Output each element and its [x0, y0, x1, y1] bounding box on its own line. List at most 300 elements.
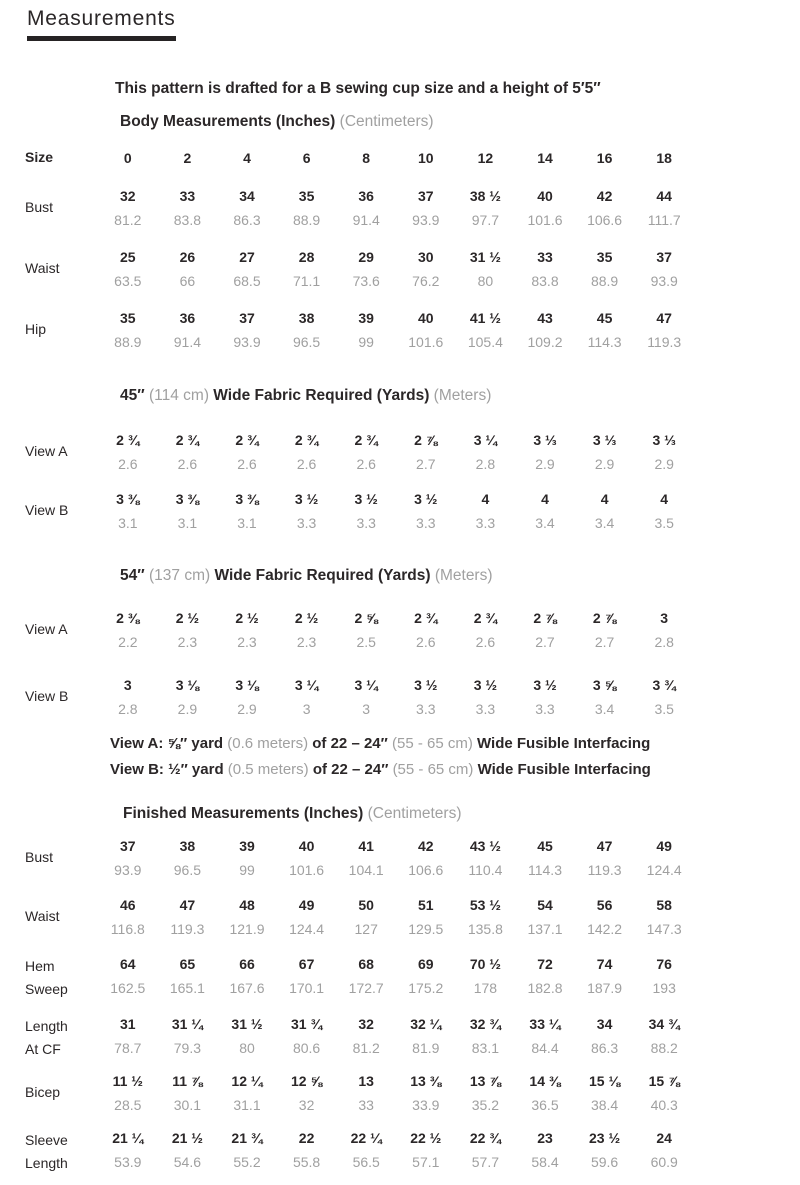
finished-measurements-table-inches-value: 65: [179, 956, 196, 972]
body-measurements-table-inches-value: 27: [239, 249, 255, 265]
finished-measurements-table-cm-value: 114.3: [527, 862, 562, 878]
finished-measurements-table-inches-row: [98, 1126, 694, 1150]
body-measurements-table-inches-value: 39: [358, 310, 374, 326]
fabric-45-table-inches-value: 2 ¾: [294, 432, 319, 448]
metric-text-segment: (137 cm): [148, 567, 211, 584]
body-measurements-table-inches-row: [98, 306, 694, 330]
finished-measurements-table-inches-value: 47: [179, 897, 196, 913]
finished-measurements-table-inches-value: 32 ¼: [410, 1016, 442, 1032]
finished-measurements-table-inches-value: 32 ¾: [469, 1016, 501, 1032]
finished-measurements-table-inches-value: 69: [418, 956, 434, 972]
finished-measurements-table-inches-value: 31 ½: [231, 1016, 263, 1032]
finished-measurements-table-inches-value: 11 ½: [112, 1073, 143, 1089]
finished-measurements-table-cm-value: 86.3: [590, 1040, 619, 1056]
imperial-text-segment: Wide Fusible Interfacing: [472, 735, 651, 752]
finished-measurements-table-row-label: Waist: [25, 908, 60, 924]
body-measurements-table-cm-value: 97.7: [471, 212, 500, 228]
fabric-45-table-cm-value: 3.3: [475, 515, 496, 531]
finished-measurements-table-inches-value: 74: [596, 956, 613, 972]
body-measurements-table-inches-value: 40: [418, 310, 434, 326]
finished-measurements-table-cm-value: 182.8: [527, 980, 563, 996]
imperial-text-segment: of 22 – 24″: [308, 761, 393, 778]
body-measurements-table-inches-value: 28: [298, 249, 315, 265]
finished-measurements-table-cm-value: 57.7: [471, 1154, 500, 1170]
finished-measurements-table-row-label: Hem: [25, 958, 55, 974]
fabric-54-table-row-label: View B: [25, 688, 69, 704]
fabric-45-table-cm-value: 3.3: [296, 515, 317, 531]
finished-measurements-table-cm-value: 165.1: [169, 980, 205, 996]
finished-measurements-table-inches-value: 49: [298, 897, 315, 913]
finished-measurements-table-cm-value: 33: [358, 1097, 374, 1113]
body-measurements-table-cm-value: 99: [358, 334, 374, 350]
finished-measurements-table-inches-row: [98, 834, 694, 858]
finished-measurements-table-inches-value: 22 ¼: [350, 1130, 382, 1146]
body-measurements-table-inches-value: 32: [120, 188, 136, 204]
finished-measurements-table-cm-value: 121.9: [229, 921, 265, 937]
body-measurements-table-inches-row: [98, 245, 694, 269]
finished-measurements-table-inches-value: 67: [298, 956, 315, 972]
fabric-45-table-row-label: View A: [25, 443, 68, 459]
fabric-45-table-cm-value: 3.5: [654, 515, 674, 531]
finished-measurements-table-cm-value: 31.1: [233, 1097, 261, 1113]
finished-measurements-table-inches-value: 40: [298, 838, 315, 854]
body-measurements-table-inches-value: 25: [120, 249, 136, 265]
fabric-45-table-inches-value: 4: [660, 491, 669, 507]
fabric-54-table-inches-value: 2 ⅞: [533, 610, 557, 626]
finished-measurements-table-cm-row: [98, 1093, 694, 1117]
body-measurements-table-cm-value: 91.4: [173, 334, 202, 350]
finished-measurements-table-cm-row: [98, 858, 694, 882]
finished-measurements-table-cm-value: 83.1: [471, 1040, 500, 1056]
fabric-45-header: [120, 385, 491, 407]
fabric-45-table-inches-value: 3 ⅜: [175, 491, 200, 507]
body-measurements-table-row-label: Hip: [25, 321, 47, 337]
body-measurements-table-inches-value: 12: [477, 150, 494, 166]
finished-measurements-table-cm-value: 137.1: [527, 921, 563, 937]
finished-measurements-table-inches-value: 51: [418, 897, 434, 913]
imperial-text-segment: 45″: [120, 387, 149, 404]
fabric-54-table-cm-value: 2.7: [594, 634, 615, 650]
fabric-54-table-cm-value: 2.8: [118, 701, 138, 717]
body-measurements-table-row-label: Bust: [25, 199, 54, 215]
fabric-54-table-inches-value: 3 ⅛: [235, 677, 259, 693]
finished-measurements-table-cm-value: 135.8: [467, 921, 503, 937]
body-measurements-table-cm-value: 109.2: [527, 334, 563, 350]
fabric-54-table-inches-value: 3 ½: [414, 677, 438, 693]
finished-measurements-table-cm-value: 28.5: [114, 1097, 142, 1113]
fabric-45-table-cm-value: 2.6: [118, 456, 138, 472]
body-measurements-table-inches-value: 8: [362, 150, 371, 166]
finished-measurements-table-inches-value: 38: [179, 838, 196, 854]
fabric-45-table-cm-value: 3.3: [356, 515, 376, 531]
body-measurements-table-inches-value: 30: [418, 249, 434, 265]
finished-measurements-table-cm-value: 129.5: [408, 921, 444, 937]
body-measurements-table-inches-value: 40: [537, 188, 553, 204]
fabric-54-table-cm-value: 2.8: [654, 634, 674, 650]
finished-measurements-table-cm-value: 119.3: [170, 921, 205, 937]
finished-measurements-table-inches-value: 13 ⅜: [410, 1073, 442, 1089]
finished-measurements-table-cm-value: 32: [298, 1097, 315, 1113]
finished-measurements-table-row-label: Bicep: [25, 1084, 61, 1100]
fabric-45-table-inches-value: 3 ¼: [473, 432, 498, 448]
finished-measurements-table-inches-row: [98, 1069, 694, 1093]
fabric-54-table-cm-value: 2.7: [535, 634, 555, 650]
imperial-text-segment: Finished Measurements (Inches): [123, 805, 368, 822]
metric-text-segment: (0.5 meters): [227, 761, 309, 778]
finished-measurements-table-inches-value: 46: [120, 897, 136, 913]
fabric-45-table-inches-value: 4: [541, 491, 549, 507]
imperial-text-segment: View A: ⅝″ yard: [110, 735, 228, 752]
finished-measurements-table-inches-value: 45: [537, 838, 553, 854]
fabric-54-table-inches-value: 2 ¾: [414, 610, 438, 626]
fabric-54-table-cm-value: 3: [302, 701, 311, 717]
finished-measurements-table-inches-value: 31 ¼: [171, 1016, 203, 1032]
finished-measurements-table-cm-value: 60.9: [650, 1154, 678, 1170]
fabric-45-table-inches-value: 3 ⅓: [533, 432, 557, 448]
finished-measurements-table-cm-value: 175.2: [408, 980, 444, 996]
fabric-54-table-cm-value: 3.3: [535, 701, 555, 717]
finished-measurements-table-inches-value: 64: [120, 956, 136, 972]
imperial-text-segment: Wide Fabric Required (Yards): [210, 567, 435, 584]
pattern-drafting-note: This pattern is drafted for a B sewing cup size and a height of 5′5″: [115, 80, 601, 97]
fabric-45-table-row-label: View B: [25, 502, 69, 518]
fabric-45-table-cm-value: 3.3: [416, 515, 436, 531]
body-measurements-table-inches-value: 44: [656, 188, 672, 204]
body-measurements-table-cm-row: [98, 330, 694, 354]
finished-measurements-table-cm-value: 38.4: [590, 1097, 619, 1113]
body-measurements-table-inches-value: 33: [179, 188, 196, 204]
imperial-text-segment: of 22 – 24″: [308, 735, 392, 752]
fabric-54-table-inches-row: [98, 606, 694, 630]
finished-measurements-table-row-label: Sweep: [25, 981, 68, 997]
body-measurements-table-inches-value: 35: [298, 188, 315, 204]
imperial-text-segment: View B: ½″ yard: [110, 761, 228, 778]
finished-measurements-table-inches-value: 23 ½: [589, 1130, 621, 1146]
body-measurements-table-cm-value: 106.6: [587, 212, 623, 228]
fabric-45-table-cm-value: 2.9: [594, 456, 615, 472]
fabric-45-table-cm-value: 2.6: [237, 456, 257, 472]
body-measurements-table-inches-value: 43: [537, 310, 553, 326]
body-measurements-table-cm-value: 80: [477, 273, 494, 289]
fabric-54-table-inches-value: 2 ½: [235, 610, 259, 626]
finished-measurements-table-cm-value: 172.7: [348, 980, 384, 996]
finished-measurements-table-row-label: Length: [25, 1018, 68, 1034]
finished-measurements-table-cm-value: 78.7: [114, 1040, 142, 1056]
fabric-45-table-inches-value: 3 ⅜: [235, 491, 259, 507]
body-measurements-table-cm-value: 83.8: [173, 212, 202, 228]
imperial-text-segment: 54″: [120, 567, 149, 584]
finished-measurements-table-cm-value: 35.2: [471, 1097, 500, 1113]
body-measurements-table-inches-value: 42: [596, 188, 613, 204]
finished-measurements-table-cm-value: 93.9: [114, 862, 142, 878]
fabric-54-table-inches-value: 3: [123, 677, 132, 693]
fabric-45-table-cm-value: 2.9: [535, 456, 555, 472]
finished-measurements-table-cm-value: 187.9: [587, 980, 623, 996]
body-measurements-table-cm-row: [98, 208, 694, 232]
body-measurements-table-inches-value: 26: [179, 249, 196, 265]
finished-measurements-table-cm-value: 53.9: [114, 1154, 142, 1170]
body-measurements-table-cm-value: 71.1: [292, 273, 321, 289]
finished-measurements-table-inches-value: 13 ⅞: [469, 1073, 501, 1089]
finished-measurements-table-cm-value: 167.6: [229, 980, 265, 996]
finished-measurements-table-inches-value: 43 ½: [469, 838, 501, 854]
body-measurements-table-inches-value: 18: [656, 150, 672, 166]
fabric-45-table-inches-value: 3 ⅓: [652, 432, 676, 448]
body-measurements-table-cm-row: [98, 269, 694, 293]
fabric-45-table-inches-value: 4: [600, 491, 609, 507]
finished-measurements-table-inches-value: 68: [358, 956, 374, 972]
fabric-45-table-inches-value: 3 ⅜: [116, 491, 140, 507]
body-measurements-table-inches-value: 47: [656, 310, 672, 326]
fabric-54-table-inches-value: 3 ¼: [354, 677, 378, 693]
finished-measurements-table-inches-value: 50: [358, 897, 374, 913]
fabric-54-table-cm-value: 3.5: [654, 701, 674, 717]
finished-measurements-table-inches-value: 72: [537, 956, 553, 972]
body-measurements-table-inches-value: 35: [120, 310, 136, 326]
fabric-54-header: [120, 565, 493, 587]
fabric-45-table-inches-value: 4: [481, 491, 490, 507]
finished-measurements-table-cm-value: 55.2: [233, 1154, 261, 1170]
fabric-54-table-cm-value: 3.3: [416, 701, 436, 717]
fabric-54-table-inches-value: 3 ¾: [652, 677, 676, 693]
metric-text-segment: (55 - 65 cm): [392, 735, 473, 752]
fabric-54-table-inches-value: 3 ⅝: [592, 677, 617, 693]
fabric-45-table-cm-value: 2.6: [177, 456, 198, 472]
body-measurements-table-inches-value: 38: [298, 310, 315, 326]
finished-measurements-table-inches-value: 13: [358, 1073, 374, 1089]
finished-measurements-table-inches-value: 58: [656, 897, 672, 913]
finished-measurements-table-cm-value: 40.3: [650, 1097, 678, 1113]
finished-measurements-table-inches-value: 33 ¼: [529, 1016, 561, 1032]
finished-measurements-table-cm-value: 99: [239, 862, 255, 878]
finished-measurements-table-inches-value: 24: [656, 1130, 672, 1146]
finished-measurements-table-inches-value: 15 ⅛: [589, 1073, 621, 1089]
body-measurements-table-inches-value: 16: [596, 150, 613, 166]
body-measurements-table-cm-value: 81.2: [114, 212, 142, 228]
fabric-54-table-inches-value: 2 ⅝: [354, 610, 378, 626]
finished-measurements-table-cm-value: 33.9: [412, 1097, 440, 1113]
body-measurements-table-inches-value: 37: [418, 188, 434, 204]
finished-measurements-table-cm-value: 124.4: [646, 862, 682, 878]
body-measurements-table-cm-value: 66: [179, 273, 196, 289]
fabric-54-table-cm-value: 2.3: [296, 634, 317, 650]
body-measurements-table-cm-value: 73.6: [352, 273, 380, 289]
fabric-54-table-row-label: View A: [25, 621, 68, 637]
fabric-54-table-cm-value: 2.6: [475, 634, 496, 650]
body-measurements-table-cm-value: 86.3: [233, 212, 261, 228]
fabric-45-table-inches-value: 3 ⅓: [592, 432, 617, 448]
fabric-54-table-inches-value: 3 ½: [473, 677, 498, 693]
finished-measurements-table-inches-value: 31: [120, 1016, 136, 1032]
finished-measurements-table-inches-value: 12 ⅝: [291, 1073, 323, 1089]
metric-text-segment: (55 - 65 cm): [392, 761, 474, 778]
finished-measurements-table-cm-value: 104.1: [348, 862, 384, 878]
body-measurements-table-cm-value: 93.9: [650, 273, 678, 289]
finished-measurements-table-inches-value: 14 ⅜: [529, 1073, 561, 1089]
body-measurements-table-inches-value: 35: [596, 249, 613, 265]
fabric-54-table-cm-value: 2.9: [177, 701, 198, 717]
finished-measurements-table-cm-value: 119.3: [587, 862, 622, 878]
fabric-45-table-inches-value: 3 ½: [294, 491, 319, 507]
body-measurements-table-inches-value: 0: [123, 150, 132, 166]
body-measurements-table-cm-value: 114.3: [587, 334, 622, 350]
fabric-54-table-inches-value: 2 ⅜: [116, 610, 140, 626]
metric-text-segment: (114 cm): [148, 387, 209, 404]
body-measurements-table-row-label: Waist: [25, 260, 60, 276]
finished-measurements-table-cm-value: 162.5: [110, 980, 146, 996]
fabric-45-table-inches-value: 3 ½: [354, 491, 378, 507]
fabric-54-table-cm-row: [98, 697, 694, 721]
finished-measurements-table-inches-value: 21 ¾: [231, 1130, 263, 1146]
finished-measurements-table-inches-value: 39: [239, 838, 255, 854]
body-measurements-table-cm-value: 88.9: [590, 273, 619, 289]
finished-measurements-table-cm-value: 96.5: [173, 862, 202, 878]
body-measurements-table-inches-value: 34: [239, 188, 255, 204]
imperial-text-segment: Wide Fabric Required (Yards): [209, 387, 434, 404]
fabric-54-table-cm-value: 2.3: [177, 634, 198, 650]
finished-measurements-table-inches-value: 11 ⅞: [172, 1073, 203, 1089]
finished-measurements-table-cm-value: 36.5: [531, 1097, 559, 1113]
body-measurements-table-inches-value: 14: [537, 150, 553, 166]
finished-measurements-table-cm-value: 110.4: [468, 862, 503, 878]
fabric-54-table-cm-value: 3: [362, 701, 371, 717]
finished-measurements-table-cm-value: 124.4: [289, 921, 325, 937]
fabric-54-table-inches-value: 2 ⅞: [592, 610, 617, 626]
finished-measurements-table-cm-value: 81.2: [352, 1040, 380, 1056]
finished-measurements-table-cm-value: 59.6: [590, 1154, 619, 1170]
body-measurements-table-cm-value: 101.6: [408, 334, 444, 350]
finished-measurements-table-cm-value: 193: [652, 980, 676, 996]
body-measurements-table-inches-value: 38 ½: [469, 188, 501, 204]
fabric-54-table-cm-row: [98, 630, 694, 654]
finished-measurements-table-inches-value: 70 ½: [469, 956, 501, 972]
finished-measurements-table-cm-value: 101.6: [289, 862, 325, 878]
fabric-54-table-cm-value: 2.9: [237, 701, 257, 717]
fabric-54-table-cm-value: 3.4: [594, 701, 615, 717]
fabric-54-table-cm-value: 2.3: [237, 634, 257, 650]
fabric-45-table-cm-value: 2.8: [475, 456, 496, 472]
finished-measurements-table-inches-value: 34: [596, 1016, 613, 1032]
finished-measurements-table-cm-value: 56.5: [352, 1154, 380, 1170]
finished-measurements-table-cm-value: 88.2: [650, 1040, 678, 1056]
metric-text-segment: (Centimeters): [339, 113, 434, 130]
body-measurements-table-inches-value: 10: [418, 150, 434, 166]
finished-measurements-table-inches-value: 56: [596, 897, 613, 913]
finished-measurements-table-inches-value: 41: [358, 838, 374, 854]
finished-measurements-table-inches-value: 42: [418, 838, 434, 854]
finished-measurements-table-inches-value: 22 ¾: [469, 1130, 501, 1146]
body-measurements-table-inches-value: 37: [239, 310, 255, 326]
finished-measurements-table-cm-value: 57.1: [412, 1154, 440, 1170]
finished-measurements-table-row-label: Sleeve: [25, 1132, 68, 1148]
fabric-45-table-inches-value: 2 ⅞: [414, 432, 438, 448]
finished-measurements-table-cm-value: 170.1: [289, 980, 325, 996]
finished-measurements-table-inches-value: 22 ½: [410, 1130, 442, 1146]
fabric-54-table-inches-value: 2 ½: [294, 610, 319, 626]
finished-measurements-table-inches-row: [98, 893, 694, 917]
fabric-54-table-inches-row: [98, 673, 694, 697]
finished-measurements-table-inches-value: 21 ¼: [112, 1130, 144, 1146]
finished-measurements-table-cm-value: 55.8: [292, 1154, 321, 1170]
body-measurements-table-cm-value: 93.9: [412, 212, 440, 228]
finished-measurements-table-cm-value: 79.3: [173, 1040, 202, 1056]
finished-measurements-table-inches-row: [98, 1012, 694, 1036]
finished-measurements-table-inches-value: 15 ⅞: [648, 1073, 680, 1089]
body-measurements-table-inches-value: 31 ½: [469, 249, 501, 265]
fabric-54-table-inches-value: 3 ⅛: [175, 677, 200, 693]
finished-measurements-table-inches-value: 53 ½: [469, 897, 501, 913]
fabric-45-table-cm-value: 3.1: [118, 515, 138, 531]
body-measurements-table-cm-value: 83.8: [531, 273, 559, 289]
metric-text-segment: (Meters): [433, 387, 492, 404]
fabric-54-table-inches-value: 2 ½: [175, 610, 200, 626]
body-measurements-table-cm-value: 105.4: [467, 334, 503, 350]
fabric-54-table-inches-value: 3 ¼: [294, 677, 319, 693]
body-measurements-table-cm-value: 63.5: [114, 273, 142, 289]
finished-measurements-table-inches-value: 34 ¾: [648, 1016, 680, 1032]
fabric-54-table-cm-value: 3.3: [475, 701, 496, 717]
interfacing-note-view-a: [110, 733, 650, 755]
fabric-45-table-inches-row: [98, 487, 694, 511]
finished-measurements-table-inches-value: 49: [656, 838, 672, 854]
fabric-45-table-cm-value: 3.4: [535, 515, 555, 531]
body-measurements-table-inches-value: 29: [358, 249, 374, 265]
body-measurements-table-size-row: [98, 146, 694, 170]
body-measurements-table-cm-value: 88.9: [114, 334, 142, 350]
body-measurements-table-cm-value: 88.9: [292, 212, 321, 228]
imperial-text-segment: Body Measurements (Inches): [120, 113, 340, 130]
fabric-54-table-inches-value: 3: [660, 610, 669, 626]
finished-measurements-table-inches-value: 23: [537, 1130, 553, 1146]
finished-measurements-table-inches-value: 47: [596, 838, 613, 854]
body-measurements-table-inches-value: 2: [183, 150, 192, 166]
fabric-45-table-cm-value: 2.9: [654, 456, 674, 472]
body-measurements-table-inches-value: 36: [179, 310, 196, 326]
finished-measurements-table-inches-value: 48: [239, 897, 255, 913]
metric-text-segment: (Centimeters): [367, 805, 462, 822]
body-measurements-table-cm-value: 91.4: [352, 212, 380, 228]
finished-measurements-table-cm-row: [98, 1036, 694, 1060]
body-measurements-table-cm-value: 93.9: [233, 334, 261, 350]
body-measurements-table-cm-value: 101.6: [527, 212, 563, 228]
finished-measurements-table-row-label: Bust: [25, 849, 54, 865]
finished-measurements-table-row-label: Length: [25, 1155, 68, 1171]
fabric-45-table-inches-row: [98, 428, 694, 452]
finished-measurements-table-cm-value: 127: [354, 921, 378, 937]
fabric-45-table-inches-value: 2 ¾: [354, 432, 378, 448]
finished-measurements-table-row-label: At CF: [25, 1041, 61, 1057]
finished-measurements-table-cm-value: 80.6: [292, 1040, 321, 1056]
fabric-45-table-cm-row: [98, 511, 694, 535]
body-measurements-table-size-label: Size: [25, 149, 54, 165]
finished-measurements-header: [123, 803, 462, 825]
fabric-45-table-cm-value: 3.4: [594, 515, 615, 531]
fabric-54-table-cm-value: 2.6: [416, 634, 436, 650]
finished-measurements-table-inches-value: 31 ¾: [291, 1016, 323, 1032]
finished-measurements-table-cm-value: 106.6: [408, 862, 444, 878]
body-measurements-table-cm-value: 96.5: [292, 334, 321, 350]
body-measurements-table-cm-value: 76.2: [412, 273, 440, 289]
imperial-text-segment: Wide Fusible Interfacing: [473, 761, 651, 778]
finished-measurements-table-inches-value: 32: [358, 1016, 374, 1032]
body-measurements-header: [120, 111, 434, 133]
body-measurements-table-cm-value: 68.5: [233, 273, 261, 289]
finished-measurements-table-inches-value: 12 ¼: [231, 1073, 263, 1089]
finished-measurements-table-cm-value: 81.9: [412, 1040, 440, 1056]
finished-measurements-table-inches-value: 76: [656, 956, 672, 972]
finished-measurements-table-cm-value: 80: [239, 1040, 255, 1056]
body-measurements-table-inches-value: 45: [596, 310, 613, 326]
